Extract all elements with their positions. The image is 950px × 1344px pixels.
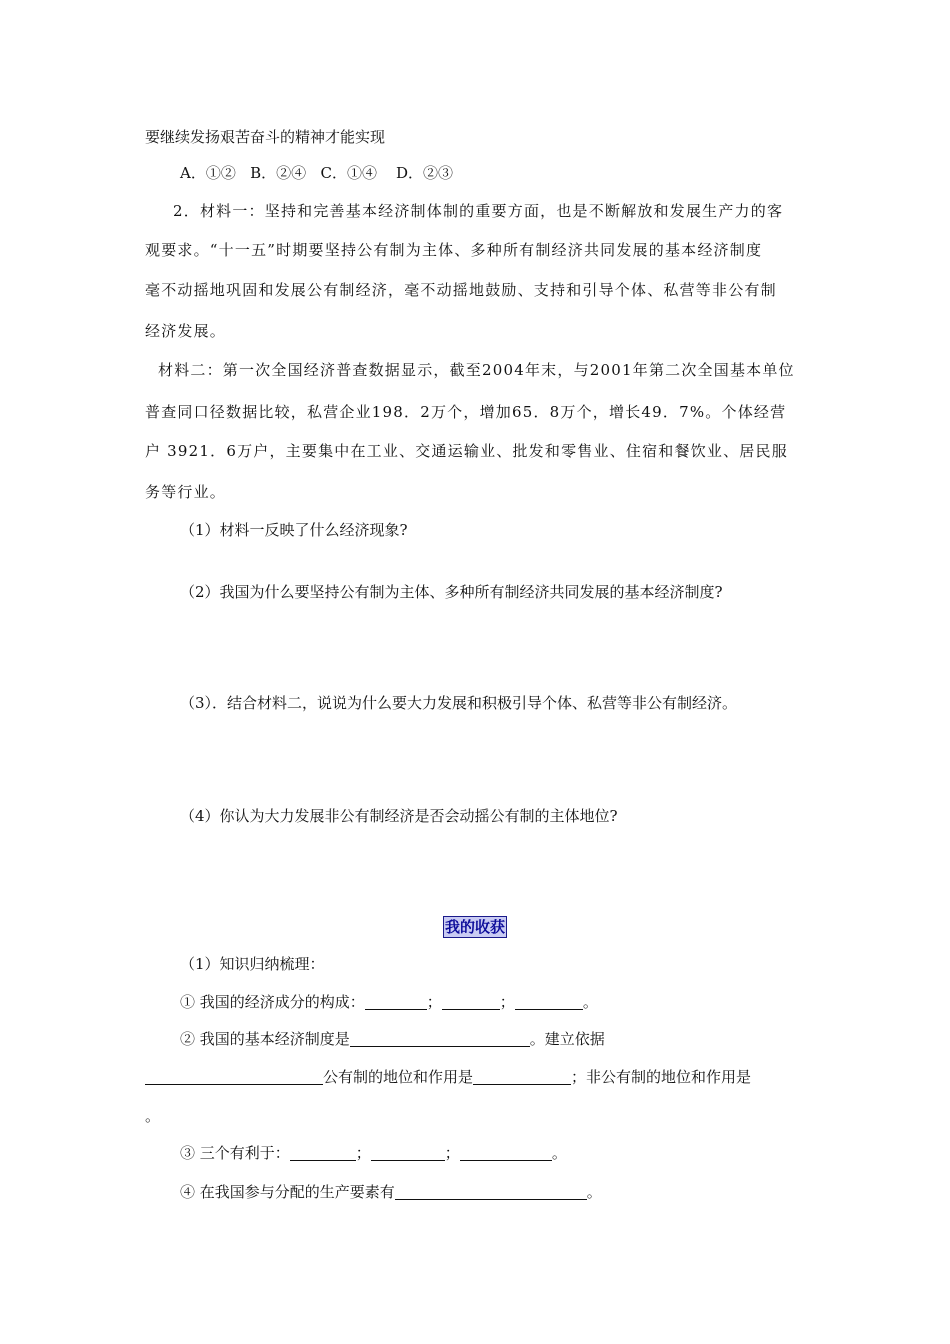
- item-2-mid-1: 公有制的地位和作用是: [323, 1068, 474, 1086]
- material-two-line-1: 材料二：第一次全国经济普查数据显示，截至2004年末，与2001年第二次全国基本单位: [158, 361, 795, 379]
- material-one-line-2: 观要求。“十一五”时期要坚持公有制为主体、多种所有制经济共同发展的基本经济制度: [145, 241, 763, 259]
- fill-blank[interactable]: [145, 1068, 323, 1085]
- harvest-item-2: [180, 1028, 810, 1050]
- item-4-label: ④ 在我国参与分配的生产要素有: [180, 1183, 395, 1201]
- separator: ；: [426, 993, 442, 1011]
- harvest-title-wrap: [0, 916, 950, 938]
- material-one-line-4: 经济发展。: [145, 322, 227, 340]
- period: 。: [582, 993, 598, 1011]
- harvest-item-1: [180, 991, 810, 1013]
- fill-blank[interactable]: [371, 1144, 445, 1161]
- item-3-label: ③ 三个有利于：: [180, 1144, 290, 1162]
- material-two-line-2: 普查同口径数据比较，私营企业198．2万个，增加65．8万个，增长49．7%。个体经营: [145, 403, 787, 421]
- harvest-title: 我的收获: [444, 918, 505, 936]
- sub-question-2: （2）我国为什么要坚持公有制为主体、多种所有制经济共同发展的基本经济制度?: [180, 583, 723, 601]
- separator: ；: [355, 1144, 371, 1162]
- fill-blank[interactable]: [460, 1144, 552, 1161]
- item-1-label: ① 我国的经济成分的构成：: [180, 993, 365, 1011]
- material-one-line-1: 2．材料一：坚持和完善基本经济制体制的重要方面，也是不断解放和发展生产力的客: [173, 202, 784, 220]
- separator: ；: [444, 1144, 460, 1162]
- q1-tail-text: 要继续发扬艰苦奋斗的精神才能实现: [145, 128, 386, 146]
- material-two-line-4: 务等行业。: [145, 483, 227, 501]
- fill-blank[interactable]: [290, 1144, 356, 1161]
- period: 。: [551, 1144, 567, 1162]
- harvest-intro: （1）知识归纳梳理：: [180, 955, 325, 973]
- harvest-item-2-end: 。: [145, 1107, 161, 1125]
- harvest-item-3: [180, 1142, 810, 1164]
- material-two-line-3: 户 3921．6万户，主要集中在工业、交通运输业、批发和零售业、住宿和餐饮业、居民服: [145, 442, 788, 460]
- period: 。: [586, 1183, 602, 1201]
- fill-blank[interactable]: [350, 1030, 530, 1047]
- item-2-mid-2: ；非公有制的地位和作用是: [571, 1068, 752, 1086]
- sub-question-1: （1）材料一反映了什么经济现象?: [180, 521, 408, 539]
- fill-blank[interactable]: [365, 993, 427, 1010]
- harvest-item-2-cont: [145, 1066, 810, 1088]
- harvest-item-4: [180, 1181, 810, 1203]
- separator: ；: [499, 993, 515, 1011]
- sub-question-3: （3）．结合材料二，说说为什么要大力发展和积极引导个体、私营等非公有制经济。: [180, 694, 738, 712]
- q1-options: A．①② B．②④ C．①④ D．②③: [180, 164, 454, 182]
- material-one-line-3: 毫不动摇地巩固和发展公有制经济，毫不动摇地鼓励、支持和引导个体、私营等非公有制: [145, 281, 777, 299]
- fill-blank[interactable]: [395, 1183, 587, 1200]
- sub-question-4: （4）你认为大力发展非公有制经济是否会动摇公有制的主体地位?: [180, 807, 618, 825]
- item-2-label: ② 我国的基本经济制度是: [180, 1030, 350, 1048]
- fill-blank[interactable]: [473, 1068, 571, 1085]
- item-2-tail: 。建立依据: [529, 1030, 605, 1048]
- fill-blank[interactable]: [442, 993, 500, 1010]
- fill-blank[interactable]: [515, 993, 583, 1010]
